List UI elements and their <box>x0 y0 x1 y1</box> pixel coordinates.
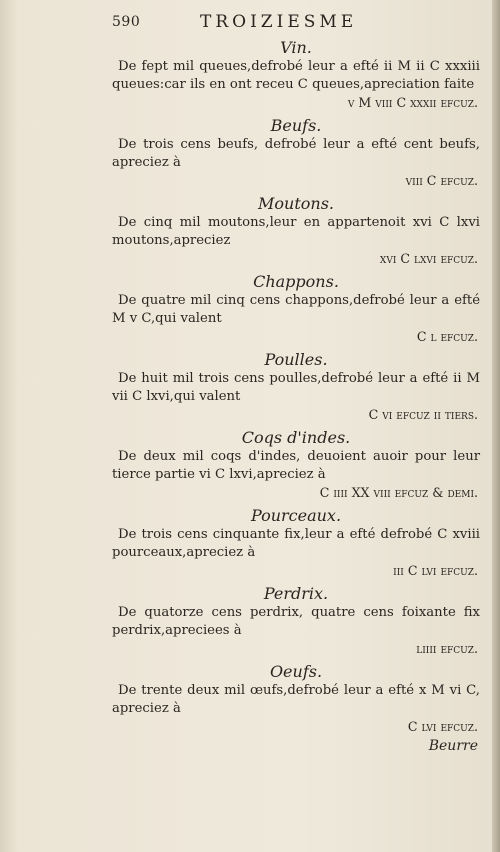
section-text: De trois cens cinquante fix,leur a efté defrobé C xviii pourceaux,apreciez à <box>112 527 480 560</box>
section-text: De deux mil coqs d'indes, deuoient auoir pour leur tierce partie vi C lxvi,apreciez à <box>112 449 480 482</box>
section-beufs <box>112 116 480 190</box>
section-oeufs <box>112 662 480 736</box>
section-chappons <box>112 272 480 346</box>
section-price: iii C lvi efcuz. <box>393 563 478 578</box>
section-text: De trente deux mil œufs,defrobé leur a efté x M vi C, apreciez à <box>112 683 480 716</box>
section-price: v M viii C xxxii efcuz. <box>347 95 478 110</box>
section-text: De trois cens beufs, defrobé leur a efté cent beufs, apreciez à <box>112 137 480 170</box>
section-price: xvi C lxvi efcuz. <box>379 251 478 266</box>
section-heading: Chappons. <box>253 272 339 291</box>
section-heading: Perdrix. <box>263 584 329 603</box>
section-pourceaux <box>112 506 480 580</box>
section-text: De huit mil trois cens poulles,defrobé leur a efté ii M vii C lxvi,qui valent <box>112 371 480 404</box>
section-heading: Oeufs. <box>269 662 323 681</box>
section-text: De fept mil queues,defrobé leur a efté ii M ii C xxxiii queues:car ils en ont receu C queues,apreciation faite <box>112 59 480 92</box>
page-gutter <box>492 0 500 852</box>
section-moutons <box>112 194 480 268</box>
section-price: viii C efcuz. <box>405 173 478 188</box>
section-perdrix <box>112 584 480 658</box>
section-coqs-dindes <box>112 428 480 502</box>
section-price: C lvi efcuz. <box>407 719 478 734</box>
section-poulles <box>112 350 480 424</box>
section-price: C vi efcuz ii tiers. <box>368 407 478 422</box>
page-number: 590 <box>112 14 141 30</box>
section-vin <box>112 38 480 112</box>
section-heading: Poulles. <box>264 350 328 369</box>
section-heading: Coqs d'indes. <box>241 428 351 447</box>
catchword: Beurre <box>428 738 478 754</box>
running-title: TROIZIESME <box>200 12 358 32</box>
section-text: De quatre mil cinq cens chappons,defrobé leur a efté M v C,qui valent <box>112 293 480 326</box>
section-price: C l efcuz. <box>416 329 478 344</box>
section-heading: Vin. <box>280 38 312 57</box>
section-heading: Moutons. <box>258 194 334 213</box>
section-heading: Pourceaux. <box>250 506 342 525</box>
running-head <box>112 10 480 38</box>
section-text: De quatorze cens perdrix, quatre cens foixante fix perdrix,apreciees à <box>112 605 480 638</box>
section-price: C iiii XX viii efcuz & demi. <box>319 485 478 500</box>
section-text: De cinq mil moutons,leur en appartenoit xvi C lxvi moutons,apreciez <box>112 215 480 248</box>
section-heading: Beufs. <box>270 116 322 135</box>
section-price: liiii efcuz. <box>416 641 478 656</box>
